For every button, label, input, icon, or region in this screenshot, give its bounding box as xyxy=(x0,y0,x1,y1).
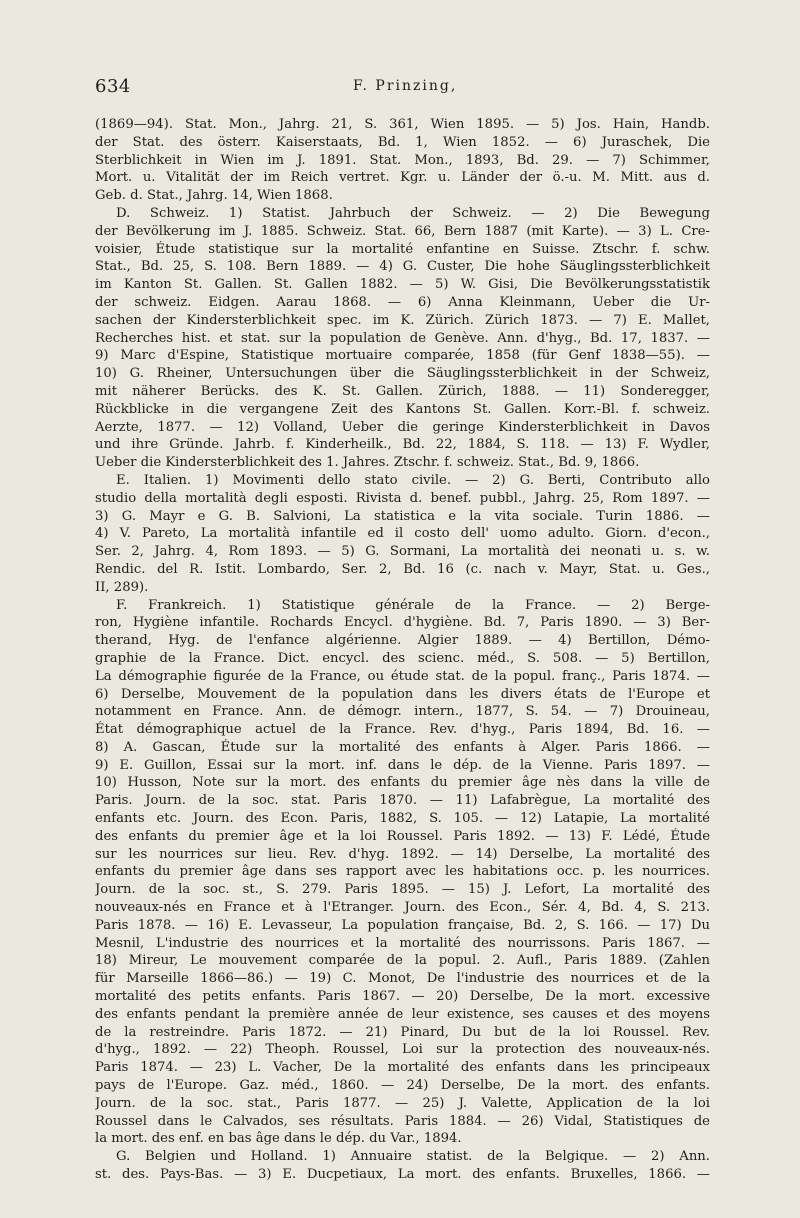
text-line: Ueber die Kindersterblichkeit des 1. Jahres. Ztschr. f. schweiz. Stat., Bd. 9, 1866. xyxy=(95,455,640,471)
text-line: und ihre Gründe. Jahrb. f. Kinderheilk., Bd. 22, 1884, S. 118. — 13) F. Wydler, xyxy=(95,437,710,453)
text-line: Rendic. del R. Istit. Lombardo, Ser. 2, Bd. 16 (c. nach v. Mayr, Stat. u. Ges., xyxy=(95,561,710,577)
text-line: de la restreindre. Paris 1872. — 21) Pinard, Du but de la loi Roussel. Rev. xyxy=(95,1024,710,1040)
text-line: studio della mortalità degli esposti. Rivista d. benef. pubbl., Jahrg. 25, Rom 1897. — xyxy=(95,490,710,506)
text-line: enfants etc. Journ. des Econ. Paris, 1882, S. 105. — 12) Latapie, La mortalité xyxy=(95,811,710,827)
text-line: sur les nourrices sur lieu. Rev. d'hyg. 1892. — 14) Derselbe, La mortalité des xyxy=(95,846,710,862)
text-line: Mort. u. Vitalität der im Reich vertret. Kgr. u. Länder der ö.-u. M. Mitt. aus d. xyxy=(95,170,710,186)
text-line: Journ. de la soc. stat., Paris 1877. — 25) J. Valette, Application de la loi xyxy=(95,1095,710,1111)
text-line: voisier, Étude statistique sur la mortalité enfantine en Suisse. Ztschr. f. schw. xyxy=(95,241,710,257)
text-line: 9) E. Guillon, Essai sur la mort. inf. dans le dép. de la Vienne. Paris 1897. — xyxy=(95,757,710,773)
text-line: pays de l'Europe. Gaz. méd., 1860. — 24) Derselbe, De la mort. des enfants. xyxy=(95,1078,710,1094)
text-line: mit näherer Berücks. des K. St. Gallen. Zürich, 1888. — 11) Sonderegger, xyxy=(95,383,710,399)
text-line: Recherches hist. et stat. sur la population de Genève. Ann. d'hyg., Bd. 17, 1837. — xyxy=(95,330,710,346)
text-line: d'hyg., 1892. — 22) Theoph. Roussel, Loi sur la protection des nouveaux-nés. xyxy=(95,1042,710,1058)
text-line: Geb. d. Stat., Jahrg. 14, Wien 1868. xyxy=(95,188,333,204)
text-line: 9) Marc d'Espine, Statistique mortuaire comparée, 1858 (für Genf 1838—55). — xyxy=(95,348,710,364)
text-line: Journ. de la soc. st., S. 279. Paris 1895. — 15) J. Lefort, La mortalité des xyxy=(95,882,710,898)
text-line: D. Schweiz. 1) Statist. Jahrbuch der Schweiz. — 2) Die Bewegung xyxy=(116,205,710,221)
text-line: der Stat. des österr. Kaiserstaats, Bd. 1, Wien 1852. — 6) Juraschek, Die xyxy=(95,134,710,150)
text-line: La démographie figurée de la France, ou étude stat. de la popul. franç., Paris 1874. — xyxy=(95,668,710,684)
text-line: 8) A. Gascan, Étude sur la mortalité des enfants à Alger. Paris 1866. — xyxy=(95,739,710,755)
text-line: sachen der Kindersterblichkeit spec. im K. Zürich. Zürich 1873. — 7) E. Mallet, xyxy=(95,312,710,328)
running-head: F. Prinzing, xyxy=(353,78,458,94)
page-header xyxy=(95,76,704,98)
text-line: Ser. 2, Jahrg. 4, Rom 1893. — 5) G. Sormani, La mortalità dei neonati u. s. w. xyxy=(95,544,710,560)
text-line: 6) Derselbe, Mouvement de la population dans les divers états de l'Europe et xyxy=(95,686,710,702)
text-line: 18) Mireur, Le mouvement comparée de la popul. 2. Aufl., Paris 1889. (Zahlen xyxy=(95,953,710,969)
text-line: der Bevölkerung im J. 1885. Schweiz. Stat. 66, Bern 1887 (mit Karte). — 3) L. Cre- xyxy=(95,223,710,239)
text-line: Aerzte, 1877. — 12) Volland, Ueber die geringe Kindersterblichkeit in Davos xyxy=(95,419,710,435)
page-number: 634 xyxy=(95,76,131,97)
text-line: Mesnil, L'industrie des nourrices et la mortalité des nourrissons. Paris 1867. — xyxy=(95,935,710,951)
bibliography-text xyxy=(95,116,710,1184)
text-line: État démographique actuel de la France. Rev. d'hyg., Paris 1894, Bd. 16. — xyxy=(95,722,710,738)
text-line: nouveaux-nés en France et à l'Etranger. Journ. des Econ., Sér. 4, Bd. 4, S. 213. xyxy=(95,900,710,916)
text-line: Roussel dans le Calvados, ses résultats. Paris 1884. — 26) Vidal, Statistiques de xyxy=(95,1113,710,1129)
text-line: notamment en France. Ann. de démogr. intern., 1877, S. 54. — 7) Drouineau, xyxy=(95,704,710,720)
text-line: Rückblicke in die vergangene Zeit des Kantons St. Gallen. Korr.-Bl. f. schweiz. xyxy=(95,401,710,417)
text-line: therand, Hyg. de l'enfance algérienne. Algier 1889. — 4) Bertillon, Démo- xyxy=(95,633,710,649)
text-line: 10) G. Rheiner, Untersuchungen über die Säuglingssterblichkeit in der Schweiz, xyxy=(95,366,710,382)
text-line: ron, Hygiène infantile. Rochards Encycl. d'hygiène. Bd. 7, Paris 1890. — 3) Ber- xyxy=(95,615,710,631)
text-line: E. Italien. 1) Movimenti dello stato civile. — 2) G. Berti, Contributo allo xyxy=(116,472,710,488)
text-line: la mort. des enf. en bas âge dans le dép. du Var., 1894. xyxy=(95,1131,462,1147)
text-line: Stat., Bd. 25, S. 108. Bern 1889. — 4) G. Custer, Die hohe Säuglingssterblichkeit xyxy=(95,259,710,275)
text-line: F. Frankreich. 1) Statistique générale de la France. — 2) Berge- xyxy=(116,597,710,613)
text-line: Sterblichkeit in Wien im J. 1891. Stat. Mon., 1893, Bd. 29. — 7) Schimmer, xyxy=(95,152,710,168)
text-line: mortalité des petits enfants. Paris 1867. — 20) Derselbe, De la mort. excessive xyxy=(95,989,710,1005)
text-line: (1869—94). Stat. Mon., Jahrg. 21, S. 361, Wien 1895. — 5) Jos. Hain, Handb. xyxy=(95,117,710,132)
text-line: G. Belgien und Holland. 1) Annuaire statist. de la Belgique. — 2) Ann. xyxy=(116,1149,710,1165)
text-line: im Kanton St. Gallen. St. Gallen 1882. — 5) W. Gisi, Die Bevölkerungsstatistik xyxy=(95,277,710,293)
text-line: Paris. Journ. de la soc. stat. Paris 1870. — 11) Lafabrègue, La mortalité des xyxy=(95,793,710,809)
text-line: des enfants du premier âge et la loi Roussel. Paris 1892. — 13) F. Lédé, Étude xyxy=(95,828,710,844)
text-line: für Marseille 1866—86.) — 19) C. Monot, De l'industrie des nourrices et de la xyxy=(95,971,710,987)
text-line: 10) Husson, Note sur la mort. des enfants du premier âge nès dans la ville de xyxy=(95,775,710,791)
text-line: enfants du premier âge dans ses rapport avec les habitations occ. p. les nourrices. xyxy=(95,864,710,880)
text-line: 3) G. Mayr e G. B. Salvioni, La statistica e la vita sociale. Turin 1886. — xyxy=(95,508,710,524)
text-line: graphie de la France. Dict. encycl. des scienc. méd., S. 508. — 5) Bertillon, xyxy=(95,650,710,666)
text-line: II, 289). xyxy=(95,579,149,595)
text-line: der schweiz. Eidgen. Aarau 1868. — 6) Anna Kleinmann, Ueber die Ur- xyxy=(95,294,710,310)
text-line: Paris 1874. — 23) L. Vacher, De la mortalité des enfants dans les principeaux xyxy=(95,1060,710,1076)
text-line: Paris 1878. — 16) E. Levasseur, La population française, Bd. 2, S. 166. — 17) Du xyxy=(95,917,710,933)
text-line: des enfants pendant la première année de leur existence, ses causes et des moyens xyxy=(95,1006,710,1022)
text-line: 4) V. Pareto, La mortalità infantile ed il costo dell' uomo adulto. Giorn. d'econ., xyxy=(95,526,710,542)
text-line: st. des. Pays-Bas. — 3) E. Ducpetiaux, La mort. des enfants. Bruxelles, 1866. — xyxy=(95,1167,710,1183)
